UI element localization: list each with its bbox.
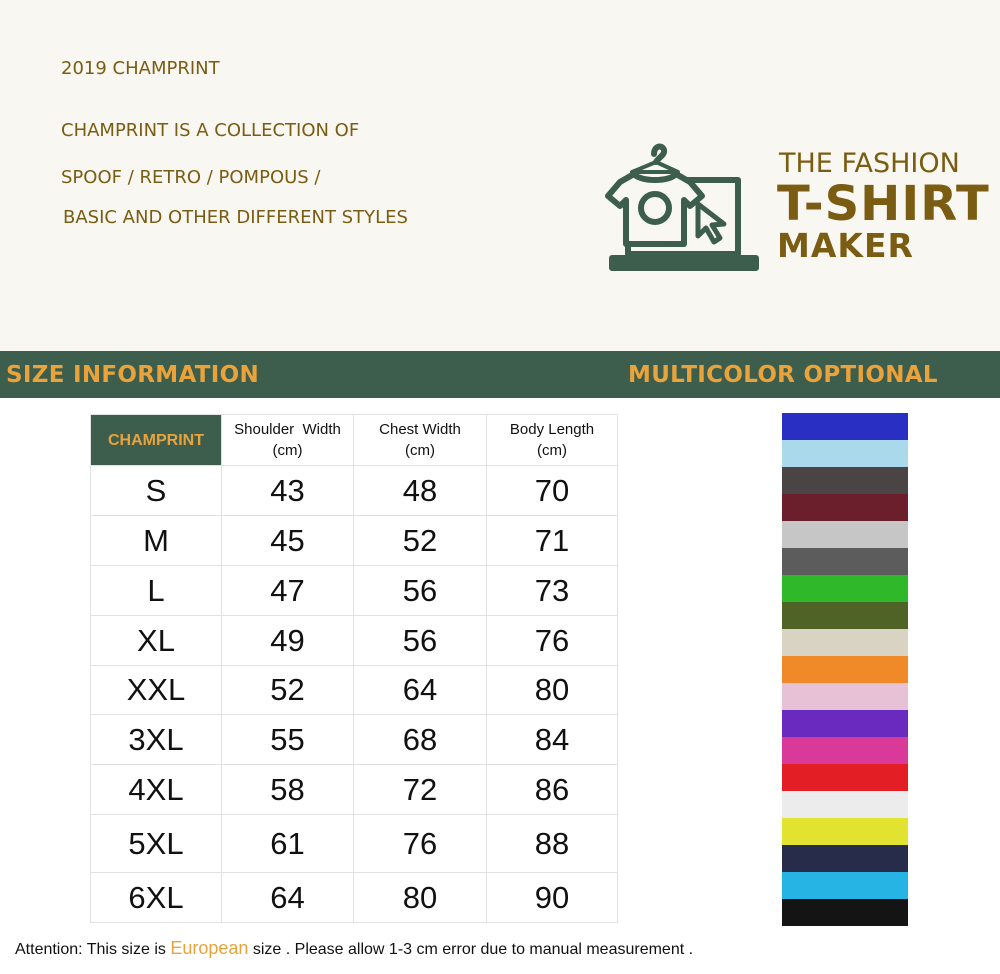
- size-cell: XL: [91, 616, 222, 666]
- color-swatch: [782, 818, 908, 845]
- intro-line-2: SPOOF / RETRO / POMPOUS /: [61, 167, 321, 188]
- shoulder-cell: 45: [222, 516, 354, 566]
- brand-line-1: THE FASHION: [779, 148, 960, 179]
- header-unit: (cm): [537, 442, 567, 459]
- table-row: [91, 516, 618, 566]
- color-swatch: [782, 737, 908, 764]
- length-cell: 71: [487, 516, 618, 566]
- length-cell: 70: [487, 466, 618, 516]
- length-cell: 84: [487, 715, 618, 765]
- header-shoulder-width: [222, 415, 354, 466]
- size-table: [90, 414, 618, 923]
- color-swatch: [782, 656, 908, 683]
- chest-cell: 52: [354, 516, 487, 566]
- color-swatch: [782, 710, 908, 737]
- chest-cell: 48: [354, 466, 487, 516]
- table-row: [91, 466, 618, 516]
- size-cell: M: [91, 516, 222, 566]
- color-swatch: [782, 629, 908, 656]
- shoulder-cell: 52: [222, 666, 354, 715]
- size-information-title: SIZE INFORMATION: [6, 362, 260, 388]
- note-prefix: Attention: This size is: [15, 941, 171, 958]
- brand-line-3: MAKER: [777, 226, 914, 265]
- shoulder-cell: 64: [222, 873, 354, 923]
- length-cell: 86: [487, 765, 618, 815]
- chest-cell: 56: [354, 616, 487, 666]
- table-row: [91, 566, 618, 616]
- header-label: Chest Width: [379, 421, 461, 438]
- size-cell: 4XL: [91, 765, 222, 815]
- table-row: [91, 715, 618, 765]
- header-section: [0, 0, 1000, 351]
- size-cell: S: [91, 466, 222, 516]
- size-cell: 3XL: [91, 715, 222, 765]
- color-swatch: [782, 467, 908, 494]
- brand-line-2: T-SHIRT: [777, 176, 990, 232]
- shoulder-cell: 49: [222, 616, 354, 666]
- table-row: [91, 765, 618, 815]
- chest-cell: 56: [354, 566, 487, 616]
- header-label: Shoulder Width: [234, 421, 341, 438]
- color-swatch: [782, 575, 908, 602]
- table-row: [91, 873, 618, 923]
- chest-cell: 80: [354, 873, 487, 923]
- chest-cell: 64: [354, 666, 487, 715]
- shoulder-cell: 55: [222, 715, 354, 765]
- tshirt-on-screen-icon: [598, 140, 760, 272]
- color-swatch: [782, 602, 908, 629]
- chest-cell: 72: [354, 765, 487, 815]
- color-swatch: [782, 764, 908, 791]
- size-cell: XXL: [91, 666, 222, 715]
- shoulder-cell: 61: [222, 815, 354, 873]
- brand-header-cell: CHAMPRINT: [91, 415, 222, 466]
- table-row: [91, 815, 618, 873]
- intro-line-3: BASIC AND OTHER DIFFERENT STYLES: [63, 207, 408, 228]
- table-row: [91, 666, 618, 715]
- shoulder-cell: 47: [222, 566, 354, 616]
- attention-note: [15, 938, 693, 959]
- color-swatch: [782, 791, 908, 818]
- color-swatch: [782, 872, 908, 899]
- section-band: [0, 351, 1000, 398]
- header-label: Body Length: [509, 421, 595, 438]
- length-cell: 90: [487, 873, 618, 923]
- note-highlight: European: [170, 938, 249, 958]
- size-cell: L: [91, 566, 222, 616]
- table-row: [91, 616, 618, 666]
- shoulder-cell: 58: [222, 765, 354, 815]
- header-unit: (cm): [272, 442, 303, 459]
- length-cell: 73: [487, 566, 618, 616]
- color-swatch: [782, 899, 908, 926]
- color-swatch: [782, 413, 908, 440]
- header-body-length: [487, 415, 618, 466]
- header-unit: (cm): [405, 442, 435, 459]
- multicolor-optional-title: MULTICOLOR OPTIONAL: [628, 362, 938, 388]
- color-swatch: [782, 494, 908, 521]
- header-chest-width: [354, 415, 487, 466]
- length-cell: 88: [487, 815, 618, 873]
- size-cell: 5XL: [91, 815, 222, 873]
- size-cell: 6XL: [91, 873, 222, 923]
- color-swatch: [782, 683, 908, 710]
- color-swatch: [782, 440, 908, 467]
- length-cell: 76: [487, 616, 618, 666]
- color-swatch-column: [782, 413, 908, 926]
- shoulder-cell: 43: [222, 466, 354, 516]
- color-swatch: [782, 521, 908, 548]
- length-cell: 80: [487, 666, 618, 715]
- chest-cell: 68: [354, 715, 487, 765]
- intro-line-1: CHAMPRINT IS A COLLECTION OF: [61, 120, 360, 141]
- note-suffix: size . Please allow 1-3 cm error due to manual measurement .: [248, 941, 694, 958]
- chest-cell: 76: [354, 815, 487, 873]
- year-line: 2019 CHAMPRINT: [61, 58, 220, 79]
- color-swatch: [782, 548, 908, 575]
- table-header-row: [91, 415, 618, 466]
- color-swatch: [782, 845, 908, 872]
